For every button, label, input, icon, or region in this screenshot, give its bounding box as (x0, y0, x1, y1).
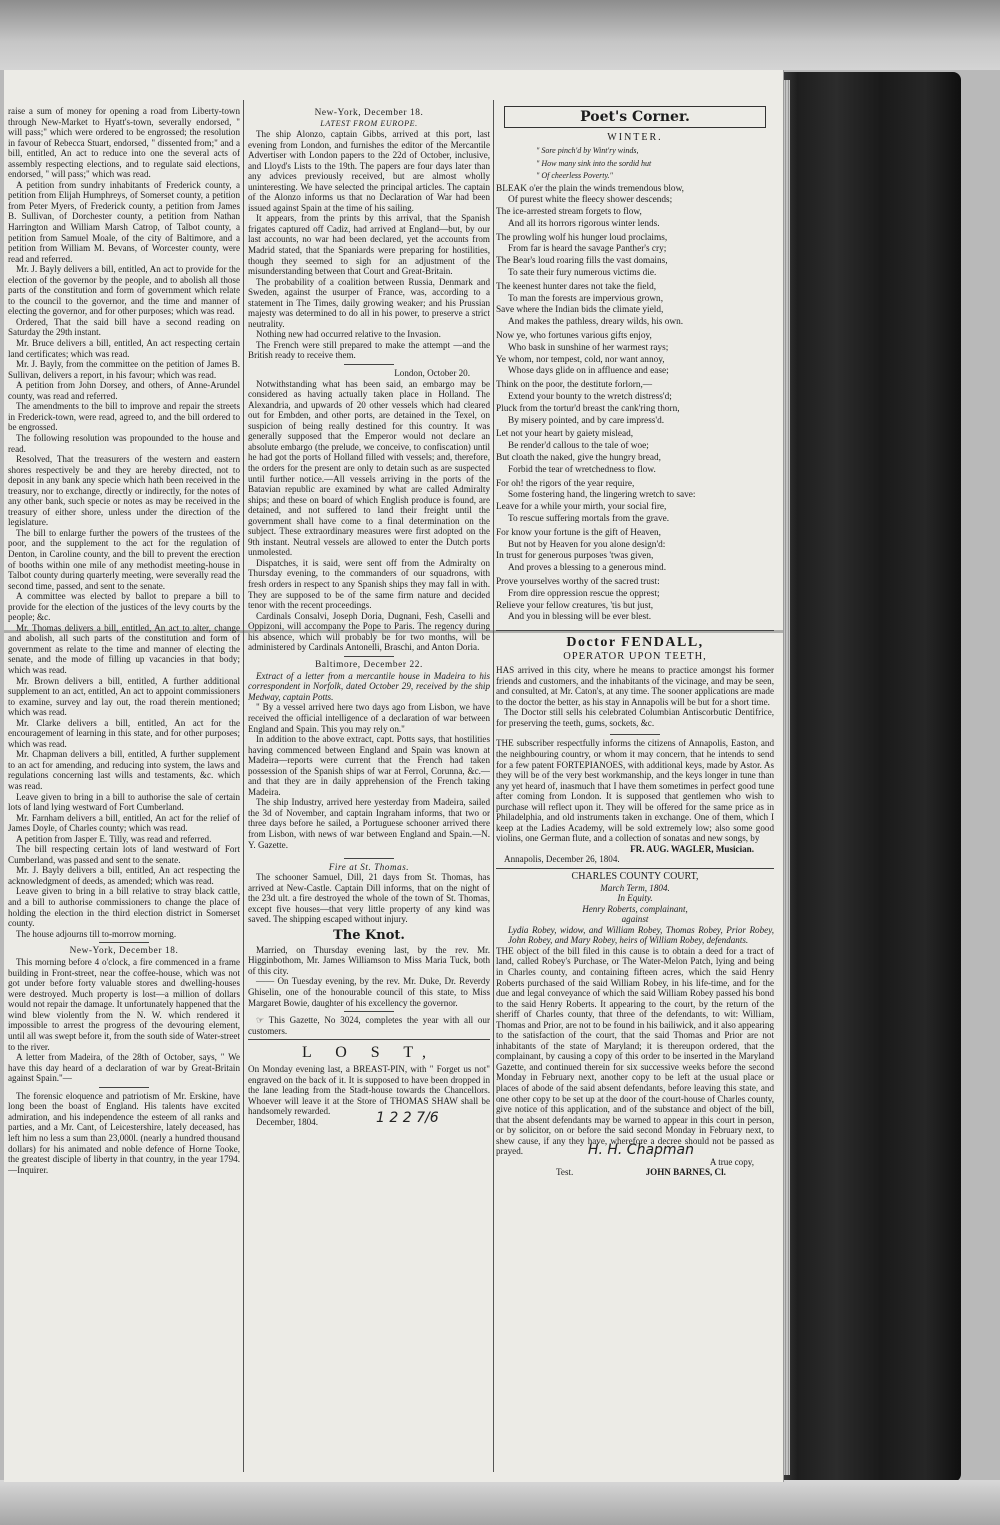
poem-line: By misery pointed, and by care impress'd. (508, 415, 665, 426)
extract-heading: Extract of a letter from a mercantile house in Madeira to his correspondent in Norfolk, dated October 29, received by the ship Medway, captain Potts. (248, 670, 490, 702)
court-copy-text: A true copy, (709, 1156, 754, 1167)
poem-line: From far is heard the savage Panther's cry; (508, 244, 667, 255)
article-paragraph: The house adjourns till to-morrow morning. (16, 928, 177, 939)
poem-line: Save where the Indian bids the climate yield, (496, 305, 664, 316)
column-middle (248, 70, 490, 1482)
article-paragraph: The schooner Samuel, Dill, 21 days from St. Thomas, has arrived at New-Castle. Captain Dill informs, that on the night of the 23d ult. a fire destroyed the whole of the town of St. Thomas, except five houses—that very little property of any kind was saved. The shipping escaped without injury. (248, 872, 490, 925)
poem-line: Think on the poor, the destitute forlorn,— (496, 380, 653, 391)
column-right (496, 70, 774, 1482)
section-divider (344, 364, 394, 365)
article-paragraph: Mr. Bruce delivers a bill, entitled, An act respecting certain land certificates; which was read. (8, 338, 240, 359)
poem-epigraph-line: " Sore pinch'd by Wint'ry winds, (536, 146, 639, 155)
article-paragraph: Leave given to bring in a bill to authorise the sale of certain lots of land lying westward of Fort Cumberland. (8, 791, 240, 813)
article-paragraph: A petition from sundry inhabitants of Frederick county, a petition from Elijah Humphreys, of Somerset county, a petition from Peter Myers, of Frederick county, a petition from James B. Sullivan, of Dorchester county, a petition from Nathan Harrington and William Marsh Catrop, of Talbot county, a petition from Samuel Moale, of the city of Baltimore, and a petition from William M. Bevans, of Worcester county, were read and referred. (8, 179, 240, 264)
poem-line: And proves a blessing to a generous mind. (508, 563, 667, 574)
poem-line: Prove yourselves worthy of the sacred trust: (496, 577, 660, 587)
dateline-subheading: LATEST FROM EUROPE. (320, 119, 418, 128)
court-heading: CHARLES COUNTY COURT, (571, 871, 699, 883)
poem-line: To rescue suffering mortals from the grave. (508, 514, 670, 525)
poem-line: For know your fortune is the gift of Heaven, (496, 527, 661, 538)
section-divider (610, 734, 660, 735)
section-divider (248, 1039, 490, 1040)
article-paragraph: The following resolution was propounded to the house and read. (8, 432, 240, 454)
article-paragraph: Mr. Chapman delivers a bill, entitled, A further supplement to an act for amending, and reducing into system, the laws and regulations concerning last wills and testaments, &c. which was read. (8, 749, 240, 791)
article-paragraph: The bill to enlarge further the powers of the trustees of the poor, and the supplement to the act for the regulation of Denton, in Caroline county, and the bill to prevent the erection of booths within one mile of any methodist meeting-house in Talbot county during quarterly meeting, were severally read the second time, passed, and sent to the senate. (8, 527, 240, 591)
poem-line: Whose days glide on in affluence and ease; (508, 366, 669, 377)
advert-paragraph: The Doctor still sells his celebrated Columbian Antiscorbutic Dentifrice, for preserving the teeth, gums, sockets, &c. (496, 707, 774, 728)
advert-date: Annapolis, December 26, 1804. (504, 854, 620, 865)
court-test-text: Test. (556, 1167, 574, 1178)
article-paragraph: Mr. Farnham delivers a bill, entitled, An act for the relief of James Doyle, of Charles county; which was read. (8, 812, 240, 834)
article-paragraph: Ordered, That the said bill have a second reading on Saturday the 29th instant. (8, 316, 240, 338)
poem-line: Forbid the tear of wretchedness to flow. (508, 464, 656, 475)
poem-line: And you in blessing will be ever blest. (508, 612, 652, 623)
article-paragraph: " By a vessel arrived here two days ago from Lisbon, we have received the official intelligence of a declaration of war between England and Spain. This you may rely on." (248, 702, 490, 734)
article-paragraph: Mr. J. Bayly, from the committee on the petition of James B. Sullivan, delivers a report, in his favour; which was read. (8, 359, 240, 380)
advert-subheading: OPERATOR UPON TEETH, (563, 651, 707, 663)
poem-body (496, 184, 774, 625)
lost-notice-date-text: December, 1804. (256, 1116, 319, 1127)
handwritten-signature: H. H. Chapman (587, 1141, 694, 1158)
notice-paragraph: ☞ This Gazette, No 3024, completes the year with all our customers. (248, 1015, 490, 1036)
article-paragraph: Mr. J. Bayly delivers a bill, entitled, An act respecting the acknowledgment of deeds, as amended; which was read. (8, 865, 240, 886)
section-divider (496, 630, 774, 631)
article-paragraph: Leave given to bring in a bill relative to stray black cattle, and a bill to authorise commissioners to change the place of holding the election in the third election district in Somerset county. (8, 886, 240, 929)
article-paragraph: A petition from John Dorsey, and others, of Anne-Arundel county, was read and referred. (8, 380, 240, 401)
poem-line: Some fostering hand, the lingering wretch to save: (508, 490, 696, 501)
article-paragraph: Mr. Clarke delivers a bill, entitled, An act for the encouragement of learning in this state, and for other purposes; which was read. (8, 717, 240, 749)
article-paragraph: Notwithstanding what has been said, an embargo may be considered as having actually taken place in Holland. The Alexandria, and upwards of 20 other vessels which had cleared out for Embden, and other ports, are detained in the Texel, on suspicion of being really destined for this country. It was generally supposed that the Emperor would not declare an absolute embargo (the prelude, we conceive, to confiscation) until he had got the ports of Holland filled with vessels; and, therefore, the orders for the present are only to detain such as are suspected until further notice.—All vessels arriving in the ports of the Batavian republic are examined by what are called Admiralty ships; and these on board of which English produce is found, are detained, and not suffered to land their freight until the government shall have come to a final determination on the subject. These extraordinary measures were first adopted on the 9th instant. Neutral vessels are allowed to enter the Dutch ports unmolested. (248, 378, 490, 558)
poem-line: And all its horrors rigorous winter lends. (508, 218, 660, 229)
article-paragraph: A committee was elected by ballot to prepare a bill to provide for the election of the justices of the levy courts by the people; &c. (8, 591, 240, 623)
article-paragraph: In addition to the above extract, capt. Potts says, that hostilities having commenced between England and Spain was known at Madeira—reports were current that the French had taken possession of the Spanish ships of war at Ferrol, Corunna, &c.—and that they are in daily apprehension of the French taking Madeira. (248, 734, 490, 797)
article-paragraph: Nothing new had occurred relative to the Invasion. (256, 329, 441, 340)
article-paragraph: Mr. Brown delivers a bill, entitled, A further additional supplement to an act, entitled, An act to appoint commissioners to examine, survey and lay out, the road therein mentioned; which was read. (8, 675, 240, 718)
court-against: against (621, 914, 649, 925)
poem-line: The ice-arrested stream forgets to flow, (496, 207, 642, 218)
poem-line: And makes the pathless, dreary wilds, his own. (508, 317, 684, 328)
section-divider (344, 1011, 394, 1012)
poem-line: Pluck from the tortur'd breast the cank'ring thorn, (496, 403, 680, 414)
article-paragraph: The French were still prepared to make the attempt —and the British ready to receive them. (248, 339, 490, 361)
poem-line: Extend your bounty to the wretch distress'd; (508, 392, 672, 403)
article-paragraph: The amendments to the bill to improve and repair the streets in Frederick-town, were read, agreed to, and the bill ordered to be engrossed. (8, 401, 240, 433)
court-term: March Term, 1804. (600, 882, 670, 893)
poets-corner-heading: Poet's Corner. (504, 106, 766, 128)
article-paragraph: The bill respecting certain lots of land westward of Fort Cumberland, was passed and sent to the senate. (8, 844, 240, 865)
article-heading: Fire at St. Thomas. (328, 862, 410, 873)
article-paragraph: Mr. Thomas delivers a bill, entitled, An act to alter, change and abolish, all such parts of the constitution and form of government as relate to the time and manner of electing the senate, and the mode of filling up vacancies in that body; which was read. (8, 622, 240, 675)
scan-background-bottom (0, 1480, 1000, 1525)
court-test-line (496, 1167, 774, 1178)
court-parties: Lydia Robey, widow, and William Robey, Thomas Robey, Prior Robey, John Robey, and Mary Robey, heirs of William Robey, defendants. (508, 924, 774, 946)
section-divider (99, 942, 149, 943)
section-divider (99, 1087, 149, 1088)
article-paragraph: Mr. J. Bayly delivers a bill, entitled, An act to provide for the election of the governor by the people, and to abolish all those parts of the constitution and form of government which relate to the council to the governor, and the time and manner of electing the governor, and for other purposes; which was read. (8, 264, 240, 317)
poem-line: Be render'd callous to the tale of woe; (508, 441, 649, 452)
poem-epigraph-line: " How many sink into the sordid hut (536, 158, 652, 168)
poem-line: But cloath the naked, give the hungry bread, (496, 453, 661, 464)
article-paragraph: Resolved, That the treasurers of the western and eastern shores respectively be and they are hereby directed, not to deposit in any bank any specie which hath been received in the treasury, nor to exchange, directly or indirectly, for the notes of any other bank, such specie or notes as may be received in the treasury of either shore, unless under the direction of the legislature. (8, 454, 240, 528)
column-rule (243, 100, 244, 1472)
article-paragraph: A petition from Jasper E. Tilly, was read and referred. (16, 833, 212, 844)
article-paragraph: Dispatches, it is said, were sent off from the Admiralty on Thursday evening, to the commanders of our squadrons, with fresh orders in respect to any Spanish ships they may fall in with. They are supposed to be of the same firm nature and decided tenor with the recent proceedings. (248, 557, 490, 611)
poem-epigraph-line: " Of cheerless Poverty." (536, 171, 613, 180)
poem-title: WINTER. (607, 132, 663, 143)
section-divider (344, 656, 394, 657)
poem-line: Who bask in sunshine of her warmest rays; (508, 342, 669, 353)
advert-paragraph: THE subscriber respectfully informs the citizens of Annapolis, Easton, and the neighbouring country, or whom it may concern, that he intends to send for a few patent FORTEPIANOES, with additional keys, made by Astor. As they will be of the very best workmanship, and the keys longer in tune than any yet heard of, inasmuch that I have them sometimes in perfect good tune after coming from London. It is supposed that gentlemen who wish to purchase will reflect upon it. They will be offered for the same price as in Philadelphia, and old instruments taken in exchange. One of them, which I keep at the Ladies Academy, will be sold extremely low; also some good violins, one German flute, and a collection of sonatas and new songs, by (496, 738, 774, 844)
poem-line: BLEAK o'er the plain the winds tremendous blow, (496, 183, 685, 194)
court-clerk-signature: JOHN BARNES, Cl. (645, 1167, 726, 1178)
poem-line: To man the forests are impervious grown, (508, 293, 664, 304)
dateline-heading: London, October 20. (394, 368, 470, 379)
book-binding (783, 72, 961, 1482)
handwritten-mark: 1 2 2 7/6 (376, 1109, 439, 1126)
court-equity: In Equity. (617, 893, 653, 904)
section-divider (496, 868, 774, 869)
dateline-heading: New-York, December 18. (314, 108, 424, 118)
article-paragraph: The forensic eloquence and patriotism of Mr. Erskine, have long been the boast of England. His talents have excited admiration, and his independence the esteem of all ranks and parties, and a Mr. Cant, of Leicestershire, lately deceased, has left him no less a sum than 23,000l. (nearly a hundred thousand dollars) for his animated and noble defence of Horne Tooke, the greatest disciple of liberty in that country, in the year 1794.—Inquirer. (8, 1090, 240, 1175)
court-parties: Henry Roberts, complainant, (582, 903, 688, 914)
advert-heading: Doctor FENDALL, (566, 635, 704, 651)
court-copy-line (496, 1141, 754, 1168)
poem-line: Leave for a while your mirth, your social fire, (496, 502, 667, 513)
dateline-heading: New-York, December 18. (69, 946, 179, 957)
article-paragraph: The ship Alonzo, captain Gibbs, arrived at this port, last evening from London, and furnishes the editor of the Mercantile Advertiser with London papers to the 22d of October, inclusive, and Lloyd's Lists to the 19th. The papers are four days later than any advices previously received, but are almost wholly uninteresting. We have selected the principal articles. The captain of the Alonzo informs us that no Declaration of War had been issued against Spain at the time of his sailing. (248, 129, 490, 213)
poem-line: For oh! the rigors of the year require, (496, 478, 635, 489)
article-paragraph: Cardinals Consalvi, Joseph Doria, Dugnani, Fesh, Caselli and Oppizoni, will accompany the Pope to Paris. The regency during his absence, which will probably be for two months, will be administered by Cardinals Antonelli, Braschi, and Anton Doria. (248, 610, 490, 653)
article-paragraph: The ship Industry, arrived here yesterday from Madeira, sailed the 3d of November, and captain Ingraham informs, that two or three days before he sailed, a Portuguese schooner arrived there from Lisbon, with news of war between England and Spain.—N. Y. Gazette. (248, 797, 490, 850)
article-paragraph: It appears, from the prints by this arrival, that the Spanish frigates captured off Cadiz, had arrived at England—but, by our last accounts, no war had been declared, yet the accounts from Madrid stated, that the Spaniards were preparing for hostilities, though they seemed to sigh for an adjustment of the misunderstanding between that Court and Great-Britain. (248, 213, 490, 277)
poem-line: Now ye, who fortunes various gifts enjoy, (496, 331, 652, 342)
article-paragraph: —— On Tuesday evening, by the rev. Mr. Duke, Dr. Reverdy Ghiselin, one of the honourable council of this state, to Miss Margaret Bowie, daughter of his excellency the governor. (248, 976, 490, 1008)
advert-paragraph: HAS arrived in this city, where he means to practice amongst his former friends and customers, and the inhabitants of the vicinage, and may be seen, and consulted, at Mr. Caton's, at any time. The sooner applications are made to the doctor the better, as his stay in Annapolis will be but for a short time. (496, 665, 774, 707)
poem-line: The keenest hunter dares not take the field, (496, 281, 657, 292)
poem-line: In trust for generous purposes 'twas given, (496, 551, 654, 562)
poem-line: Of purest white the fleecy shower descends; (508, 195, 673, 206)
dateline-heading: Baltimore, December 22. (315, 659, 423, 670)
scan-background-top (0, 0, 1000, 70)
section-heading-knot: The Knot. (333, 927, 405, 943)
column-rule (493, 100, 494, 1472)
column-left (8, 70, 240, 1482)
lost-notice-date (248, 1109, 490, 1128)
poem-line: The prowling wolf his hunger loud proclaims, (496, 232, 668, 243)
advert-signature: FR. AUG. WAGLER, Musician. (630, 843, 754, 854)
court-order-paragraph: THE object of the bill filed in this cause is to obtain a deed for a tract of land, called Robey's Purchase, or The Water-Melon Patch, lying and being in Charles county, and containing fifteen acres, which the said Henry Roberts purchased of the said William Robey, in his life-time, and for the due and legal conveyance of which the said William Robey passed his bond to the said Henry Roberts. It appearing to the court, by the return of the sheriff of Charles county, that three of the defendants, to wit: William, Thomas and Prior, are not to be found in his bailiwick, and it also appearing to the satisfaction of the court, that the said Thomas and Prior are not inhabitants of the state of Maryland; it is thereupon ordered, that the complainant, by causing a copy of this order to be inserted in the Maryland Gazette, and continued therein for six successive weeks before the second Monday in February next, another copy to be left at the usual place or places of abode of the said absent defendants, before leaving this state, and one other copy to be set up at the door of the court-house of Charles county, give notice of this application, and of the substance and object of the bill, that the absent defendants may be warned to appear in this court in person, or by solicitor, on or before the said second Monday in February next, to shew cause, if any they have, wherefore a decree should not be passed as prayed. (496, 945, 774, 1157)
poem-line: But not by Heaven for you alone design'd: (508, 539, 666, 550)
newspaper-page (4, 70, 783, 1482)
poem-line: From dire oppression rescue the opprest; (508, 588, 660, 599)
article-paragraph: The probability of a coalition between Russia, Denmark and Sweden, against the usurper of France, was, according to a statement in The Times, daily growing weaker; and his Prussian majesty was determined to do all in his power, to preserve a strict neutrality. (248, 276, 490, 329)
lost-notice-text: On Monday evening last, a BREAST-PIN, with " Forget us not" engraved on the back of it. It is supposed to have been dropped in the lane leading from the Stadt-house towards the Chancellors. Whoever will leave it at the Store of THOMAS SHAW shall be handsomely rewarded. (248, 1064, 490, 1117)
poem-line: Relieve your fellow creatures, 'tis but just, (496, 600, 654, 611)
article-paragraph: A letter from Madeira, of the 28th of October, says, " We have this day heard of a declaration of war by Great-Britain against Spain."— (8, 1052, 240, 1084)
poem-line: Let not your heart by gaiety mislead, (496, 429, 634, 440)
article-paragraph: raise a sum of money for opening a road from Liberty-town through New-Market to Hyatt's-town, severally endorsed, " will pass;" which were ordered to be engrossed; the resolution in favour of Rebecca Stuart, endorsed, " dissented from;" and a bill, entitled, An act to reduce into one the several acts of assembly respecting elections, and to regulate said elections, endorsed, " will pass;" which was read. (8, 106, 240, 180)
poem-line: Ye whom, nor tempest, cold, nor want annoy, (496, 354, 665, 365)
poem-line: The Bear's loud roaring fills the vast domains, (496, 256, 668, 267)
article-paragraph: This morning before 4 o'clock, a fire commenced in a frame building in Front-street, near the coffee-house, which was not got under before forty valuable stores and dwelling-houses were destroyed. Much property is lost—a million of dollars would not repair the damage. It unfortunately happened that the wind blew violently from the N. W. which rendered it impossible to arrest the progress of the devouring element, until all was swept before it, from the south side of Water-street to the river. (8, 957, 240, 1052)
lost-notice-heading: L O S T, (302, 1044, 436, 1062)
section-divider (344, 858, 394, 859)
poem-line: To sate their fury numerous victims die. (508, 268, 657, 279)
article-paragraph: Married, on Thursday evening last, by the rev. Mr. Higginbothom, Mr. James Williamson to Miss Maria Tuck, both of this city. (248, 944, 490, 976)
